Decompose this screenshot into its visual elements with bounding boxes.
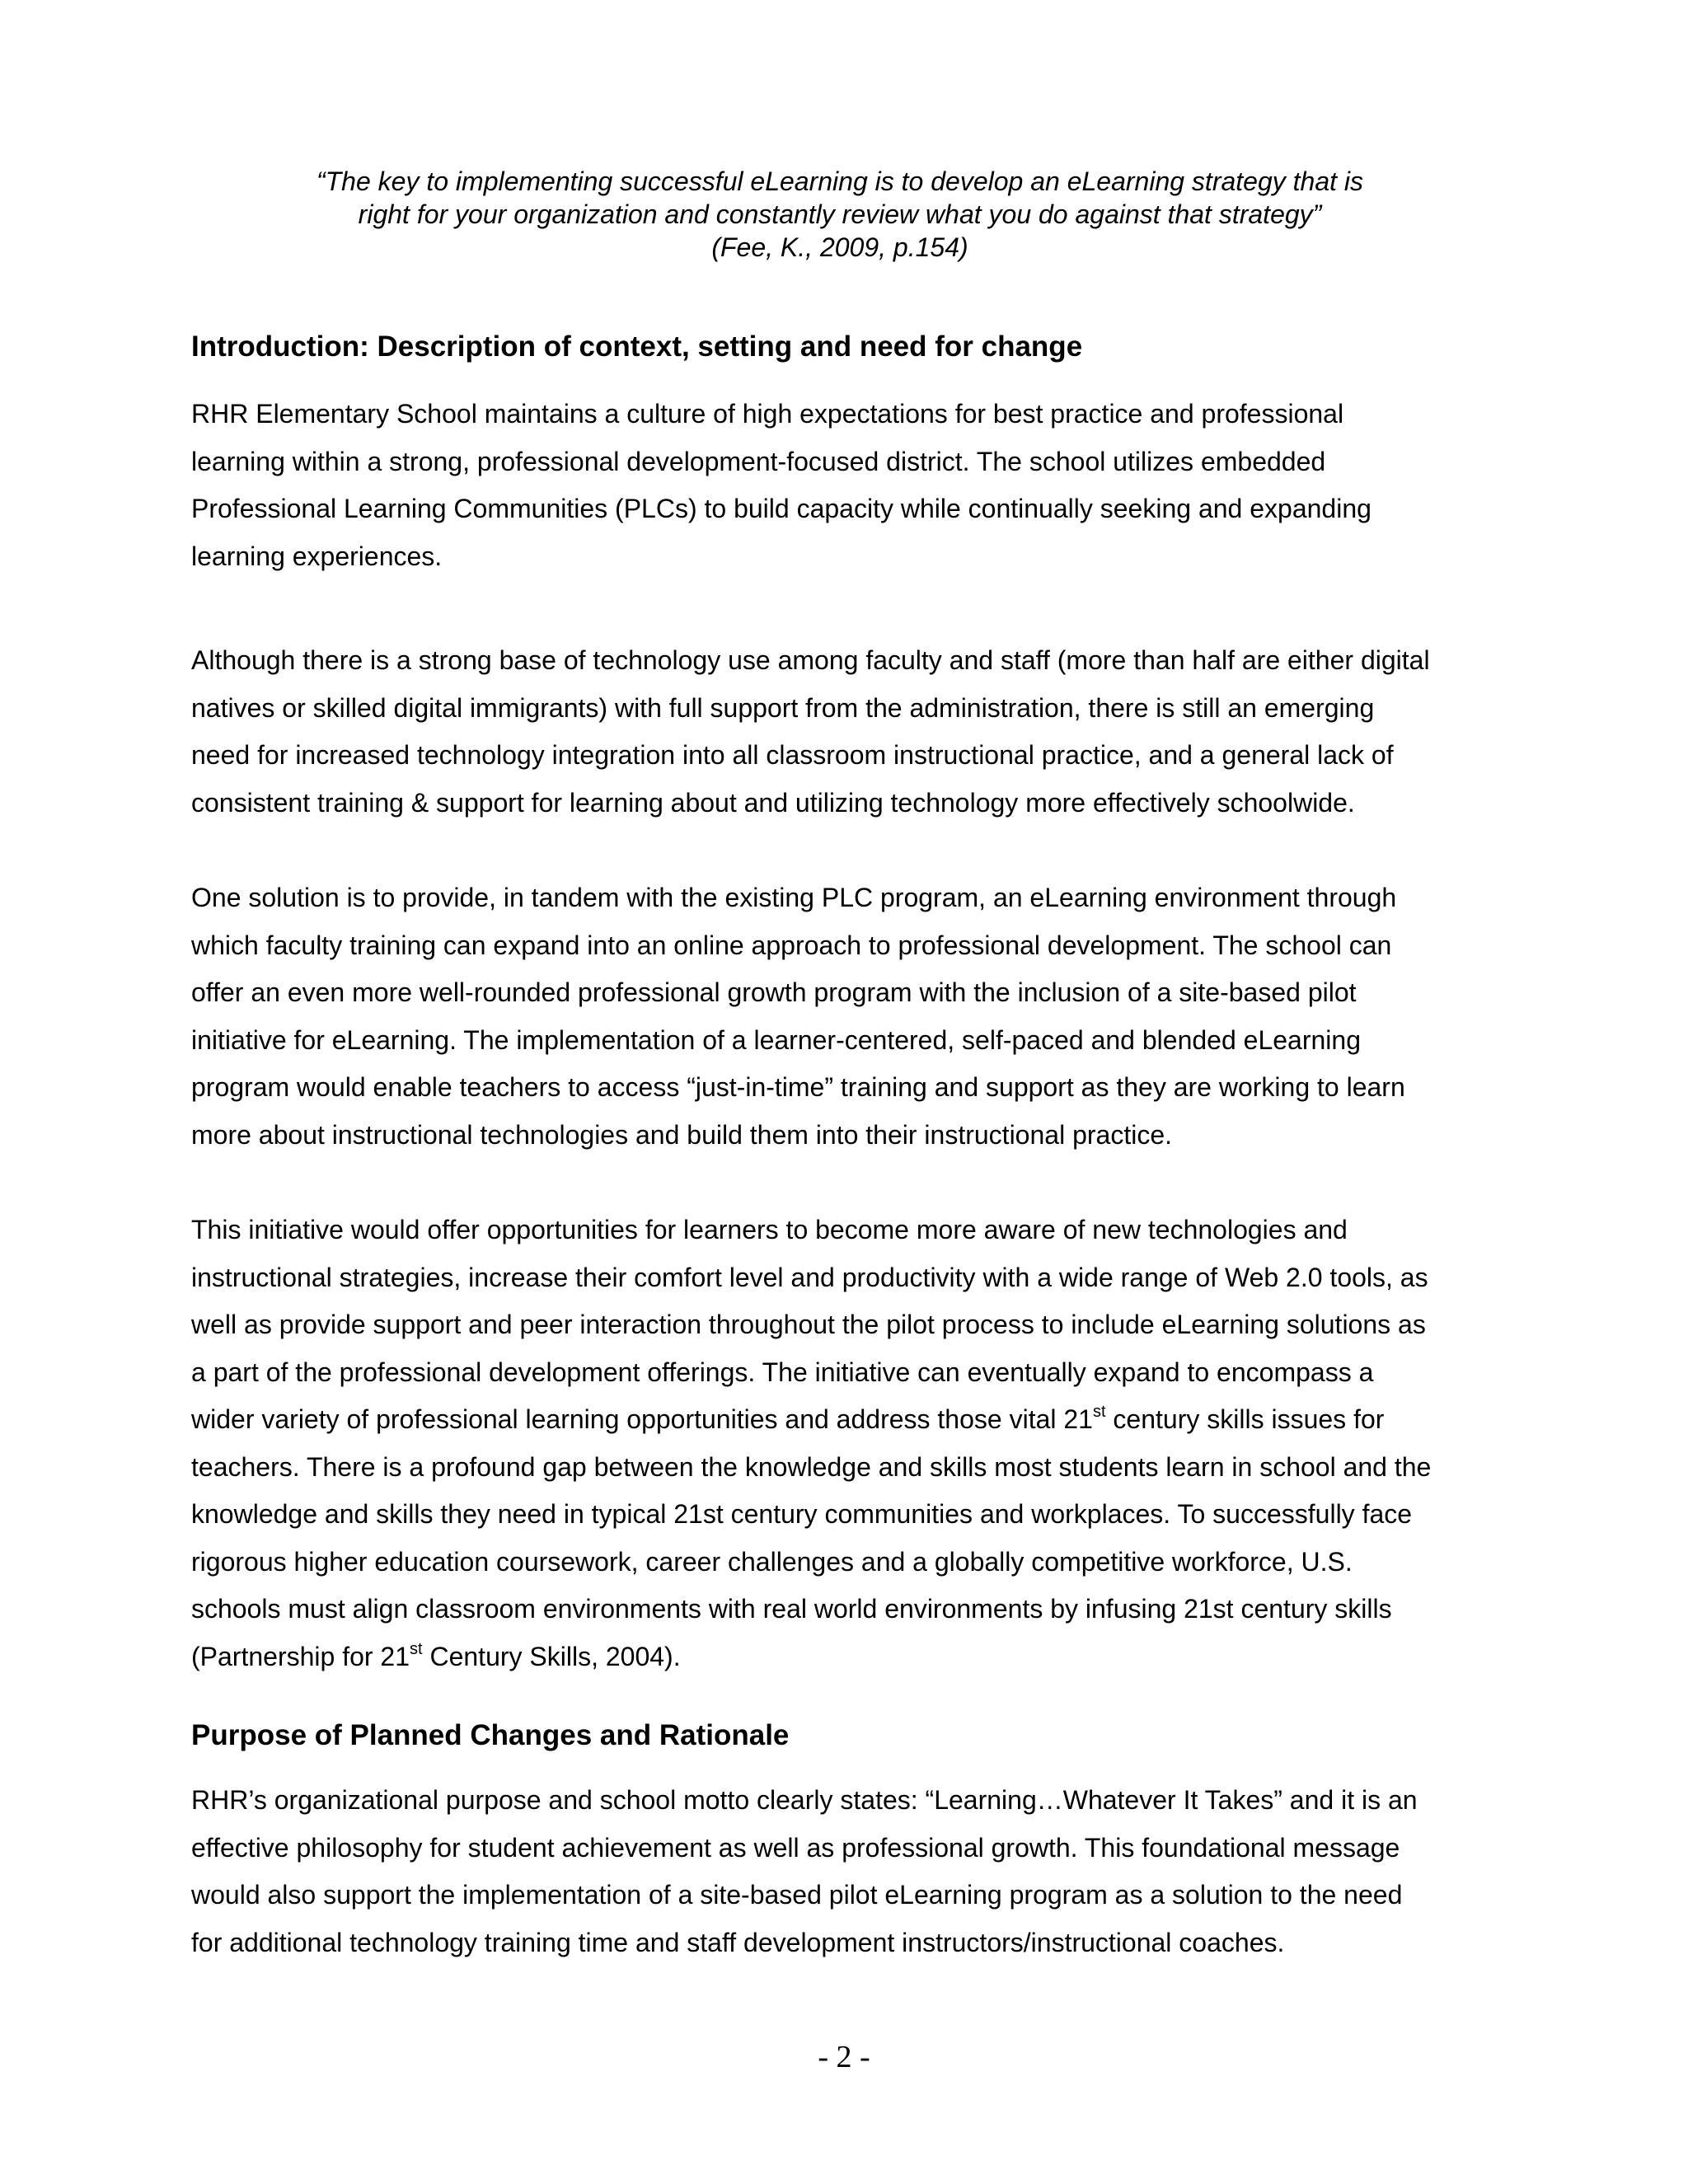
page-number: - 2 - [818,2040,870,2074]
paragraph [191,1207,1526,1680]
section-heading-purpose: Purpose of Planned Changes and Rationale [191,1719,790,1751]
text-line: which faculty training can expand into an online approach to professional development. The school can [191,930,1392,960]
text-line: need for increased technology integration into all classroom instructional practice, and a general lack of [191,740,1394,770]
section-heading-introduction: Introduction: Description of context, setting and need for change [191,330,1083,363]
paragraph [191,391,1526,580]
text-line: more about instructional technologies and build them into their instructional practice. [191,1119,1172,1150]
text-line: would also support the implementation of a site-based pilot eLearning program as a solution to the need [191,1880,1403,1910]
text-line: offer an even more well-rounded professional growth program with the inclusion of a site-based pilot [191,977,1357,1007]
text-line: Professional Learning Communities (PLCs) to build capacity while continually seeking and expanding [191,494,1372,523]
text-line: initiative for eLearning. The implementation of a learner-centered, self-paced and blended eLearning [191,1024,1361,1055]
text-line: learning within a strong, professional development-focused district. The school utilizes embedded [191,446,1326,476]
text-line: effective philosophy for student achievement as well as professional growth. This foundational message [191,1832,1400,1863]
text-fragment: Century Skills, 2004). [422,1641,681,1671]
text-line: This initiative would offer opportunities for learners to become more aware of new technologies and [191,1215,1348,1244]
text-line: One solution is to provide, in tandem with the existing PLC program, an eLearning environment through [191,883,1397,912]
text-line: Although there is a strong base of technology use among faculty and staff (more than half are either digital [191,645,1430,675]
text-line: program would enable teachers to access “just-in-time” training and support as they are working to learn [191,1072,1405,1102]
text-line: RHR’s organizational purpose and school motto clearly states: “Learning…Whatever It Takes” and it is an [191,1785,1418,1815]
text-line: learning experiences. [191,541,443,571]
paragraph [191,874,1526,1159]
text-line [191,1396,1526,1444]
text-line: schools must align classroom environments with real world environments by infusing 21st century skills [191,1594,1392,1624]
text-line: for additional technology training time and staff development instructors/instructional coaches. [191,1927,1285,1957]
quote-citation: (Fee, K., 2009, p.154) [711,232,968,262]
text-line: well as provide support and peer interaction throughout the pilot process to include eLearning solutions as [191,1310,1426,1339]
superscript: st [410,1639,423,1658]
quote-line: “The key to implementing successful eLearning is to develop an eLearning strategy that is [316,166,1364,196]
text-fragment: century skills issues for [1105,1404,1385,1434]
text-fragment: (Partnership for 21 [191,1641,410,1671]
paragraph [191,1777,1526,1966]
text-line: a part of the professional development offerings. The initiative can eventually expand to encompass a [191,1357,1374,1387]
text-line: teachers. There is a profound gap between the knowledge and skills most students learn in school and the [191,1451,1432,1482]
text-line: instructional strategies, increase their comfort level and productivity with a wide range of Web 2.0 tools, as [191,1262,1428,1292]
text-line [191,1633,1526,1681]
text-line: rigorous higher education coursework, career challenges and a globally competitive workforce, U.S. [191,1546,1353,1577]
epigraph-quote [190,165,1490,264]
paragraph [191,637,1526,827]
text-line: consistent training & support for learning about and utilizing technology more effectively schoolwide. [191,787,1355,818]
text-fragment: wider variety of professional learning opportunities and address those vital 21 [191,1404,1093,1434]
text-line: knowledge and skills they need in typical 21st century communities and workplaces. To successfully face [191,1499,1413,1529]
text-line: RHR Elementary School maintains a culture of high expectations for best practice and professional [191,399,1344,429]
superscript: st [1092,1403,1106,1421]
quote-line: right for your organization and constantly review what you do against that strategy” [358,199,1322,229]
text-line: natives or skilled digital immigrants) with full support from the administration, there is still an emerging [191,692,1375,723]
